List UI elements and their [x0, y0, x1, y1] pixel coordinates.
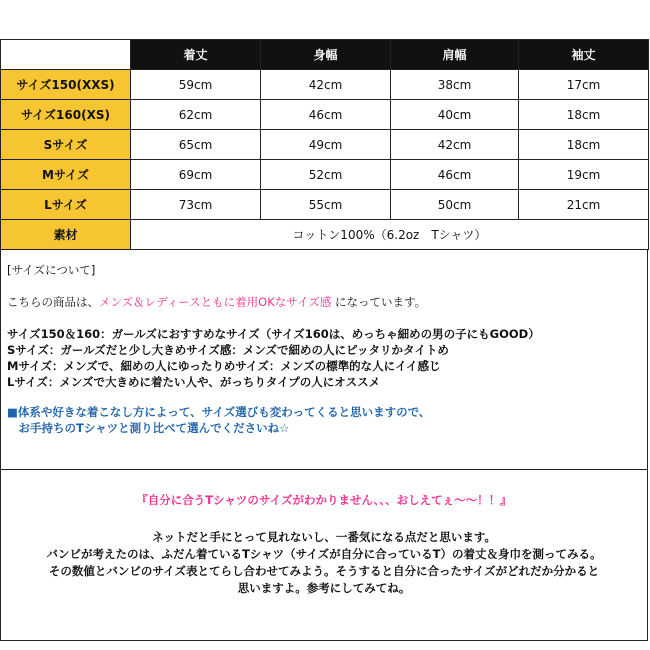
table-cell: 49cm	[261, 130, 391, 160]
table-cell: 59cm	[131, 70, 261, 100]
table-cell: 46cm	[261, 100, 391, 130]
intro-line	[7, 294, 643, 310]
table-cell: 52cm	[261, 160, 391, 190]
intro-highlight: メンズ＆レディースともに着用OKなサイズ感	[99, 295, 332, 309]
material-value: コットン100%（6.2oz Tシャツ）	[131, 220, 649, 250]
faq-line: その数値とバンビのサイズ表とてらし合わせてみよう。そうすると自分に合ったサイズがどれだか分かると	[48, 564, 600, 578]
table-cell: 46cm	[391, 160, 519, 190]
table-row	[1, 130, 649, 160]
header-width: 身幅	[261, 40, 391, 70]
table-row	[1, 100, 649, 130]
intro-prefix: こちらの商品は、	[7, 295, 99, 309]
faq-section	[0, 470, 648, 597]
row-label: Mサイズ	[1, 160, 131, 190]
faq-line: 思いますよ。参考にしてみてね。	[237, 581, 411, 595]
blue-note-line-1: ■体系や好きな着こなし方によって、サイズ選びも変わってくると思いますので、	[7, 405, 431, 419]
blue-note-line-2: お手持ちのTシャツと測り比べて選んでくださいね☆	[7, 421, 290, 435]
table-cell: 55cm	[261, 190, 391, 220]
row-label: Sサイズ	[1, 130, 131, 160]
table-cell: 62cm	[131, 100, 261, 130]
material-label: 素材	[1, 220, 131, 250]
table-cell: 42cm	[391, 130, 519, 160]
table-row	[1, 70, 649, 100]
size-line-s: Sサイズ：ガールズだと少し大きめサイズ感：メンズで細めの人にピッタリかタイトめ	[7, 343, 449, 357]
faq-line: ネットだと手にとって見れないし、一番気になる点だと思います。	[152, 530, 496, 544]
table-cell: 40cm	[391, 100, 519, 130]
size-table	[0, 39, 649, 250]
table-cell: 42cm	[261, 70, 391, 100]
row-label: Lサイズ	[1, 190, 131, 220]
table-row	[1, 190, 649, 220]
size-notes	[7, 262, 643, 436]
row-label: サイズ160(XS)	[1, 100, 131, 130]
table-cell: 50cm	[391, 190, 519, 220]
notes-heading: [サイズについて]	[7, 263, 96, 277]
size-line-m: Mサイズ：メンズで、細めの人にゆったりめサイズ：メンズの標準的な人にイイ感じ	[7, 359, 441, 373]
table-cell: 38cm	[391, 70, 519, 100]
table-cell: 19cm	[519, 160, 649, 190]
header-length: 着丈	[131, 40, 261, 70]
material-row	[1, 220, 649, 250]
table-cell: 21cm	[519, 190, 649, 220]
table-corner-cell	[1, 40, 131, 70]
size-line-150-160: サイズ150＆160：ガールズにおすすめなサイズ（サイズ160は、めっちゃ細めの男の子にもGOOD）	[7, 327, 540, 341]
intro-suffix: になっています。	[335, 295, 427, 309]
faq-line: バンビが考えたのは、ふだん着ているTシャツ（サイズが自分に合っているT）の着丈＆身巾を測ってみる。	[46, 547, 602, 561]
size-line-l: Lサイズ：メンズで大きめに着たい人や、がっちりタイプの人にオススメ	[7, 375, 381, 389]
table-cell: 18cm	[519, 130, 649, 160]
table-header-row	[1, 40, 649, 70]
table-cell: 18cm	[519, 100, 649, 130]
table-cell: 17cm	[519, 70, 649, 100]
faq-title: 『自分に合うTシャツのサイズがわかりません、、、おしえてぇ〜〜！！』	[136, 493, 512, 507]
header-shoulder: 肩幅	[391, 40, 519, 70]
table-cell: 69cm	[131, 160, 261, 190]
header-sleeve: 袖丈	[519, 40, 649, 70]
row-label: サイズ150(XXS)	[1, 70, 131, 100]
table-cell: 65cm	[131, 130, 261, 160]
faq-body	[0, 529, 648, 597]
table-row	[1, 160, 649, 190]
table-cell: 73cm	[131, 190, 261, 220]
